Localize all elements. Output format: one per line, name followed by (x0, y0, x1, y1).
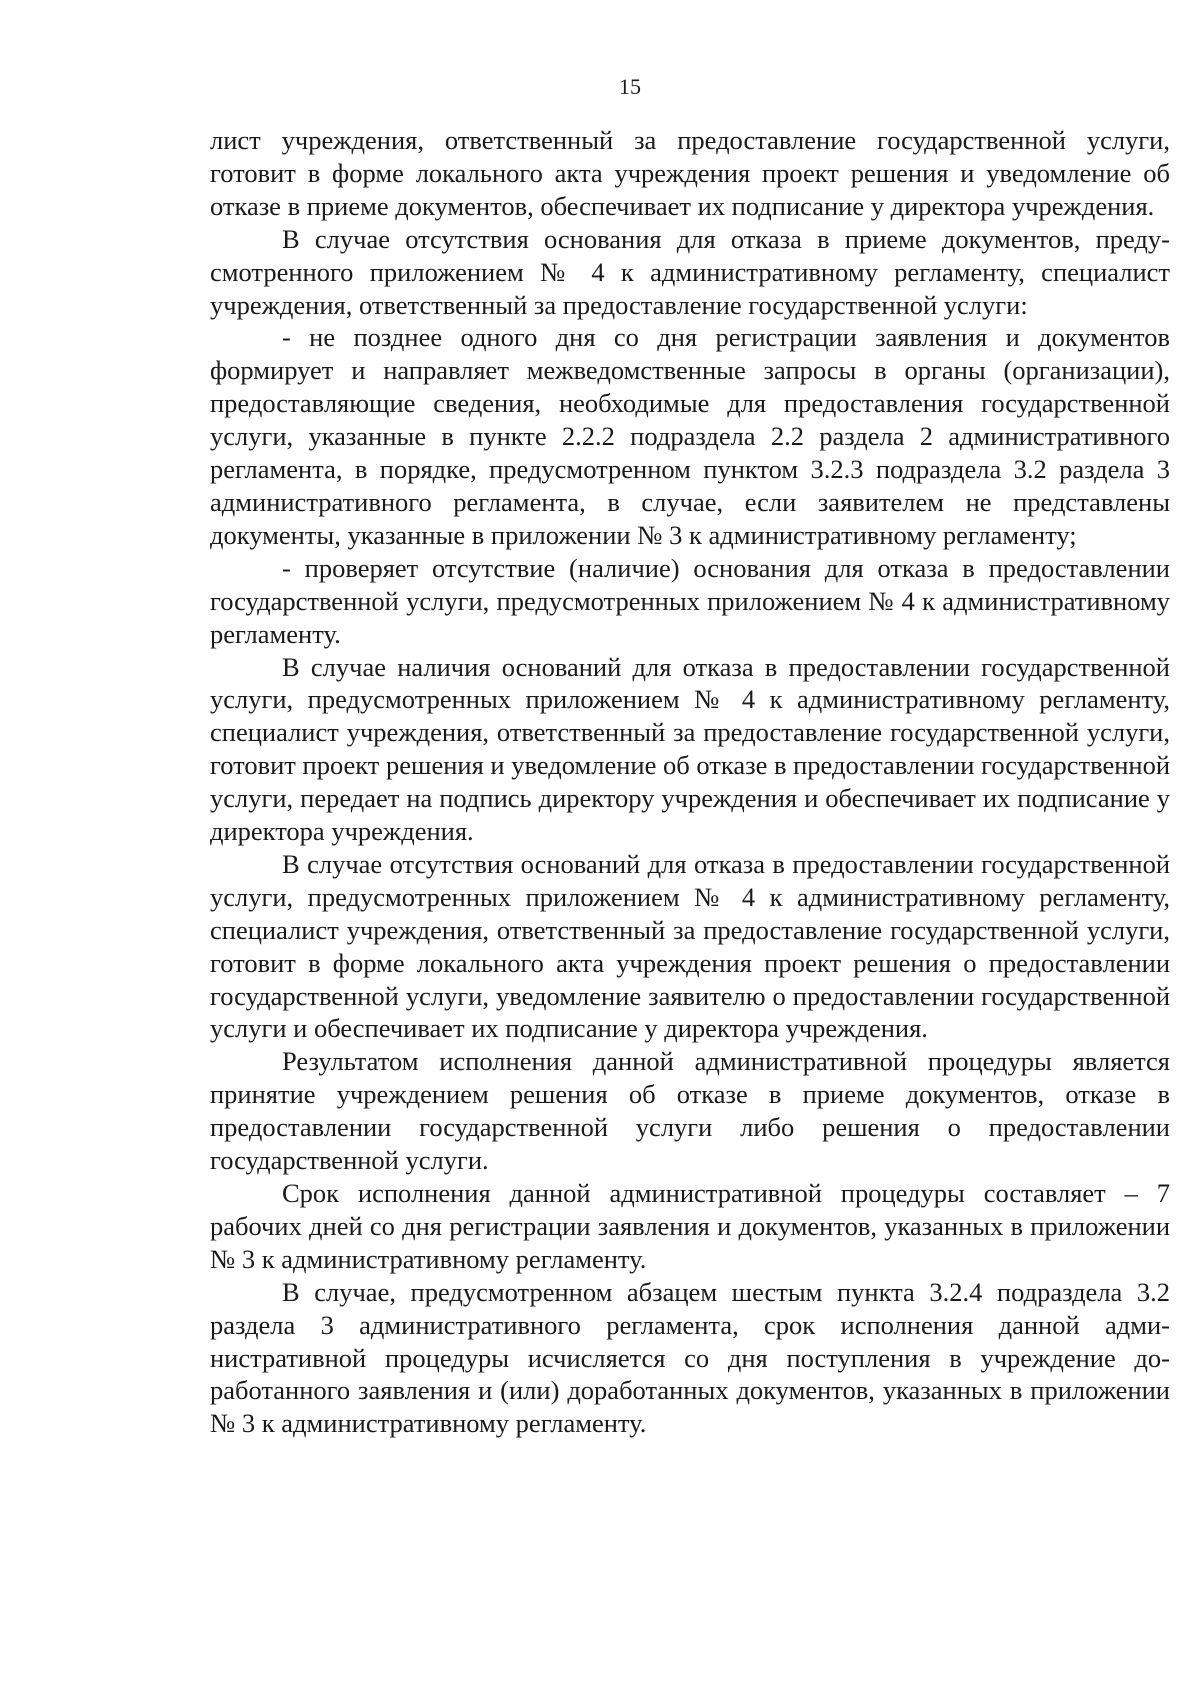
paragraph: Результатом исполнения данной административной процедуры является принятие учреждением решения об отказе в приеме документов, отказе в предоставлении государственной услуги либо решения о предоставлении государственной услуги. (210, 1046, 1170, 1176)
paragraph: Срок исполнения данной административной процедуры составляет – 7 рабочих дней со дня регистрации заявления и документов, указанных в приложении № 3 к административному регламенту. (210, 1178, 1170, 1274)
paragraph: лист учреждения, ответственный за предоставление государственной услуги, готовит в форме локального акта учреждения проект решения и уведомление об отказе в приеме документов, обеспечивает их подписание у директора учреждения. (210, 125, 1170, 221)
paragraph: В случае отсутствия оснований для отказа в предоставлении государственной услуги, предусмотренных приложением № 4 к административному регламенту, специалист учреждения, ответственный за предоставление государственной услуги, готовит в форме локального акта учреждения проект решения о предоставлении государственной услуги, уведомление заявителю о предоставлении государственной услуги и обеспечивает их подписание у директора учреждения. (210, 848, 1170, 1044)
list-item: - проверяет отсутствие (наличие) основания для отказа в предоставлении государственной услуги, предусмотренных приложением № 4 к административному регламенту. (210, 552, 1170, 649)
list-item: - не позднее одного дня со дня регистрации заявления и документов формирует и направляет межведомственные запросы в органы (организации), предоставляющие сведения, необходимые для предоставления государственной услуги, указанные в пункте 2.2.2 подраздела 2.2 раздела 2 административного регламента, в порядке, предусмотренном пунктом 3.2.3 подраздела 3.2 раздела 3 административного регламента, в случае, если заявителем не представлены документы, указанные в приложении № 3 к административному регламенту; (210, 322, 1170, 550)
page-number: 15 (619, 74, 641, 99)
paragraph: В случае наличия оснований для отказа в предоставлении государственной услуги, предусмотренных приложением № 4 к административному регламенту, специалист учреждения, ответственный за предоставление государственной услуги, готовит проект решения и уведомление об отказе в предоставлении государственной услуги, передает на подпись директору учреждения и обеспечивает их подписание у директора учреждения. (210, 651, 1170, 847)
paragraph: В случае, предусмотренном абзацем шестым пункта 3.2.4 подраздела 3.2 раздела 3 административного регламента, срок исполнения данной административной процедуры исчисляется со дня поступления в учреждение доработанного заявления и (или) доработанных документов, указанных в приложении № 3 к административному регламенту. (210, 1276, 1170, 1439)
document-body (210, 124, 1170, 1440)
paragraph: В случае отсутствия основания для отказа в приеме документов, предусмотренного приложением № 4 к административному регламенту, специалист учреждения, ответственный за предоставление государственной услуги: (210, 223, 1170, 320)
